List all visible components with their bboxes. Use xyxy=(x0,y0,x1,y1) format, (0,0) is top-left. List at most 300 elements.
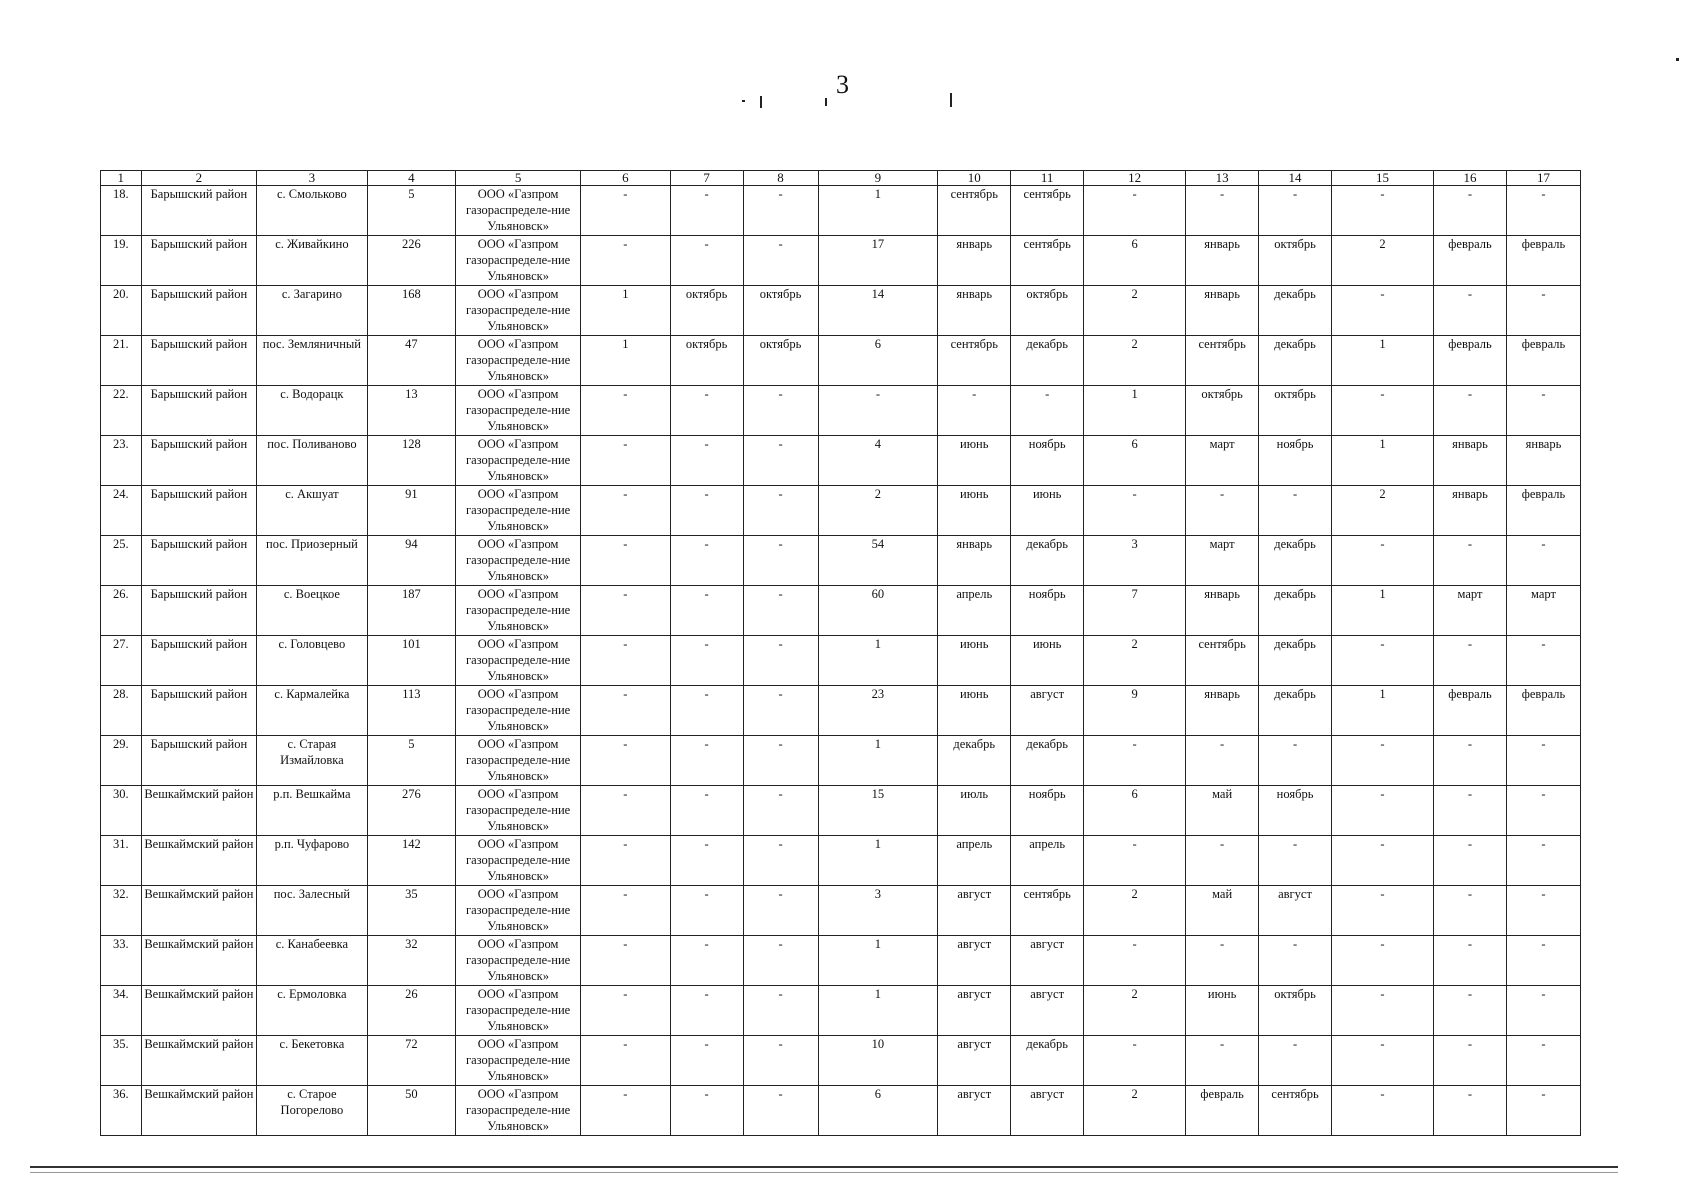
value-cell-col-17: январь xyxy=(1506,436,1580,486)
column-header: 15 xyxy=(1331,171,1433,186)
value-cell-col-10: июнь xyxy=(938,486,1011,536)
value-cell-col-14: октябрь xyxy=(1259,386,1332,436)
value-cell-col-11: декабрь xyxy=(1011,336,1084,386)
value-cell-col-14: декабрь xyxy=(1259,336,1332,386)
value-cell-col-13: январь xyxy=(1186,686,1259,736)
district-cell: Вешкаймский район xyxy=(141,786,257,836)
value-cell-col-8: - xyxy=(743,636,818,686)
value-cell-col-7: - xyxy=(670,636,743,686)
value-cell-col-8: октябрь xyxy=(743,336,818,386)
table-row xyxy=(101,736,1581,786)
value-cell-col-8: - xyxy=(743,236,818,286)
value-cell-col-16: - xyxy=(1434,886,1507,936)
organization-cell: ООО «Газпром газораспределе-ние Ульяновск» xyxy=(456,1036,581,1086)
page-number: 3 xyxy=(836,70,849,99)
value-cell-col-8: - xyxy=(743,586,818,636)
value-cell-col-16: февраль xyxy=(1434,236,1507,286)
value-cell-col-13: май xyxy=(1186,786,1259,836)
district-cell: Вешкаймский район xyxy=(141,986,257,1036)
value-cell-col-12: 6 xyxy=(1084,436,1186,486)
settlement-cell: с. Живайкино xyxy=(257,236,367,286)
value-cell-col-14: ноябрь xyxy=(1259,436,1332,486)
value-cell-col-9: - xyxy=(818,386,938,436)
table-row xyxy=(101,836,1581,886)
column-header: 7 xyxy=(670,171,743,186)
value-cell-col-12: - xyxy=(1084,186,1186,236)
value-cell-col-13: март xyxy=(1186,536,1259,586)
value-cell-col-10: январь xyxy=(938,536,1011,586)
value-cell-col-6: - xyxy=(581,1086,671,1136)
value-cell-col-6: - xyxy=(581,786,671,836)
value-cell-col-17: - xyxy=(1506,736,1580,786)
table-row xyxy=(101,886,1581,936)
value-cell-col-11: сентябрь xyxy=(1011,186,1084,236)
value-cell-col-8: - xyxy=(743,736,818,786)
value-cell-col-15: 1 xyxy=(1331,686,1433,736)
count-cell: 26 xyxy=(367,986,456,1036)
column-header: 9 xyxy=(818,171,938,186)
settlement-cell: р.п. Вешкайма xyxy=(257,786,367,836)
value-cell-col-8: - xyxy=(743,1036,818,1086)
value-cell-col-11: декабрь xyxy=(1011,536,1084,586)
data-table xyxy=(100,170,1581,1136)
value-cell-col-11: август xyxy=(1011,936,1084,986)
value-cell-col-6: - xyxy=(581,386,671,436)
table-row xyxy=(101,686,1581,736)
row-number: 18. xyxy=(101,186,142,236)
value-cell-col-16: - xyxy=(1434,786,1507,836)
organization-cell: ООО «Газпром газораспределе-ние Ульяновск» xyxy=(456,686,581,736)
value-cell-col-7: - xyxy=(670,986,743,1036)
value-cell-col-14: декабрь xyxy=(1259,536,1332,586)
count-cell: 187 xyxy=(367,586,456,636)
organization-cell: ООО «Газпром газораспределе-ние Ульяновск» xyxy=(456,386,581,436)
count-cell: 276 xyxy=(367,786,456,836)
value-cell-col-14: - xyxy=(1259,486,1332,536)
value-cell-col-9: 1 xyxy=(818,186,938,236)
value-cell-col-12: 2 xyxy=(1084,886,1186,936)
value-cell-col-14: декабрь xyxy=(1259,636,1332,686)
value-cell-col-10: август xyxy=(938,936,1011,986)
scan-speck xyxy=(760,96,762,108)
value-cell-col-7: октябрь xyxy=(670,336,743,386)
value-cell-col-17: - xyxy=(1506,286,1580,336)
column-header: 1 xyxy=(101,171,142,186)
value-cell-col-8: - xyxy=(743,386,818,436)
row-number: 31. xyxy=(101,836,142,886)
district-cell: Барышский район xyxy=(141,186,257,236)
value-cell-col-10: январь xyxy=(938,236,1011,286)
value-cell-col-10: июнь xyxy=(938,636,1011,686)
settlement-cell: с. Смольково xyxy=(257,186,367,236)
value-cell-col-12: 7 xyxy=(1084,586,1186,636)
header-row xyxy=(101,171,1581,186)
count-cell: 101 xyxy=(367,636,456,686)
table-row xyxy=(101,286,1581,336)
value-cell-col-14: декабрь xyxy=(1259,286,1332,336)
value-cell-col-12: - xyxy=(1084,1036,1186,1086)
value-cell-col-15: - xyxy=(1331,286,1433,336)
bottom-rule xyxy=(30,1172,1618,1173)
value-cell-col-6: - xyxy=(581,536,671,586)
row-number: 25. xyxy=(101,536,142,586)
value-cell-col-10: сентябрь xyxy=(938,336,1011,386)
value-cell-col-7: - xyxy=(670,386,743,436)
count-cell: 50 xyxy=(367,1086,456,1136)
district-cell: Барышский район xyxy=(141,336,257,386)
value-cell-col-13: февраль xyxy=(1186,1086,1259,1136)
value-cell-col-6: - xyxy=(581,636,671,686)
table-row xyxy=(101,186,1581,236)
value-cell-col-7: - xyxy=(670,486,743,536)
value-cell-col-10: апрель xyxy=(938,586,1011,636)
column-header: 10 xyxy=(938,171,1011,186)
row-number: 35. xyxy=(101,1036,142,1086)
value-cell-col-6: - xyxy=(581,1036,671,1086)
value-cell-col-10: август xyxy=(938,1086,1011,1136)
count-cell: 32 xyxy=(367,936,456,986)
table-row xyxy=(101,336,1581,386)
row-number: 27. xyxy=(101,636,142,686)
value-cell-col-7: - xyxy=(670,1086,743,1136)
value-cell-col-11: август xyxy=(1011,686,1084,736)
value-cell-col-17: - xyxy=(1506,1036,1580,1086)
value-cell-col-17: февраль xyxy=(1506,686,1580,736)
value-cell-col-7: - xyxy=(670,936,743,986)
value-cell-col-8: - xyxy=(743,686,818,736)
scan-speck xyxy=(742,100,745,102)
value-cell-col-17: февраль xyxy=(1506,486,1580,536)
table-body xyxy=(101,186,1581,1136)
value-cell-col-13: сентябрь xyxy=(1186,636,1259,686)
value-cell-col-10: август xyxy=(938,986,1011,1036)
value-cell-col-8: - xyxy=(743,536,818,586)
value-cell-col-12: 3 xyxy=(1084,536,1186,586)
value-cell-col-12: 6 xyxy=(1084,786,1186,836)
row-number: 33. xyxy=(101,936,142,986)
value-cell-col-16: - xyxy=(1434,636,1507,686)
value-cell-col-8: - xyxy=(743,986,818,1036)
value-cell-col-16: - xyxy=(1434,936,1507,986)
value-cell-col-11: сентябрь xyxy=(1011,236,1084,286)
value-cell-col-13: июнь xyxy=(1186,986,1259,1036)
value-cell-col-8: - xyxy=(743,936,818,986)
organization-cell: ООО «Газпром газораспределе-ние Ульяновск» xyxy=(456,436,581,486)
settlement-cell: с. Водорацк xyxy=(257,386,367,436)
value-cell-col-13: март xyxy=(1186,436,1259,486)
count-cell: 142 xyxy=(367,836,456,886)
value-cell-col-15: 1 xyxy=(1331,586,1433,636)
value-cell-col-14: август xyxy=(1259,886,1332,936)
value-cell-col-6: - xyxy=(581,736,671,786)
value-cell-col-10: декабрь xyxy=(938,736,1011,786)
row-number: 21. xyxy=(101,336,142,386)
value-cell-col-17: - xyxy=(1506,936,1580,986)
value-cell-col-12: - xyxy=(1084,936,1186,986)
value-cell-col-15: 1 xyxy=(1331,336,1433,386)
value-cell-col-14: октябрь xyxy=(1259,986,1332,1036)
district-cell: Вешкаймский район xyxy=(141,836,257,886)
value-cell-col-13: май xyxy=(1186,886,1259,936)
value-cell-col-12: 6 xyxy=(1084,236,1186,286)
value-cell-col-11: июнь xyxy=(1011,486,1084,536)
table-row xyxy=(101,586,1581,636)
row-number: 19. xyxy=(101,236,142,286)
column-header: 2 xyxy=(141,171,257,186)
row-number: 26. xyxy=(101,586,142,636)
district-cell: Барышский район xyxy=(141,236,257,286)
value-cell-col-9: 4 xyxy=(818,436,938,486)
settlement-cell: р.п. Чуфарово xyxy=(257,836,367,886)
value-cell-col-12: - xyxy=(1084,486,1186,536)
value-cell-col-14: октябрь xyxy=(1259,236,1332,286)
value-cell-col-16: - xyxy=(1434,386,1507,436)
value-cell-col-16: февраль xyxy=(1434,336,1507,386)
value-cell-col-12: 2 xyxy=(1084,336,1186,386)
value-cell-col-14: - xyxy=(1259,836,1332,886)
organization-cell: ООО «Газпром газораспределе-ние Ульяновск» xyxy=(456,186,581,236)
table-row xyxy=(101,536,1581,586)
scan-speck xyxy=(1676,58,1679,61)
value-cell-col-17: март xyxy=(1506,586,1580,636)
value-cell-col-6: 1 xyxy=(581,286,671,336)
value-cell-col-6: - xyxy=(581,886,671,936)
column-header: 12 xyxy=(1084,171,1186,186)
district-cell: Вешкаймский район xyxy=(141,1036,257,1086)
value-cell-col-10: январь xyxy=(938,286,1011,336)
value-cell-col-13: - xyxy=(1186,936,1259,986)
value-cell-col-13: - xyxy=(1186,186,1259,236)
table-row xyxy=(101,1036,1581,1086)
value-cell-col-11: октябрь xyxy=(1011,286,1084,336)
settlement-cell: пос. Земляничный xyxy=(257,336,367,386)
settlement-cell: с. Акшуат xyxy=(257,486,367,536)
value-cell-col-9: 1 xyxy=(818,736,938,786)
value-cell-col-6: - xyxy=(581,986,671,1036)
count-cell: 13 xyxy=(367,386,456,436)
value-cell-col-15: - xyxy=(1331,936,1433,986)
value-cell-col-9: 15 xyxy=(818,786,938,836)
value-cell-col-16: февраль xyxy=(1434,686,1507,736)
value-cell-col-17: - xyxy=(1506,536,1580,586)
value-cell-col-9: 23 xyxy=(818,686,938,736)
value-cell-col-9: 1 xyxy=(818,936,938,986)
value-cell-col-7: - xyxy=(670,186,743,236)
table-row xyxy=(101,986,1581,1036)
value-cell-col-6: 1 xyxy=(581,336,671,386)
organization-cell: ООО «Газпром газораспределе-ние Ульяновск» xyxy=(456,236,581,286)
district-cell: Барышский район xyxy=(141,286,257,336)
value-cell-col-7: - xyxy=(670,686,743,736)
value-cell-col-15: 2 xyxy=(1331,236,1433,286)
settlement-cell: пос. Поливаново xyxy=(257,436,367,486)
value-cell-col-13: январь xyxy=(1186,586,1259,636)
organization-cell: ООО «Газпром газораспределе-ние Ульяновск» xyxy=(456,786,581,836)
district-cell: Барышский район xyxy=(141,686,257,736)
value-cell-col-17: февраль xyxy=(1506,236,1580,286)
value-cell-col-14: - xyxy=(1259,736,1332,786)
value-cell-col-12: 2 xyxy=(1084,1086,1186,1136)
row-number: 34. xyxy=(101,986,142,1036)
value-cell-col-7: - xyxy=(670,836,743,886)
table-row xyxy=(101,1086,1581,1136)
value-cell-col-8: - xyxy=(743,836,818,886)
value-cell-col-16: - xyxy=(1434,536,1507,586)
value-cell-col-17: - xyxy=(1506,886,1580,936)
value-cell-col-11: август xyxy=(1011,1086,1084,1136)
district-cell: Барышский район xyxy=(141,436,257,486)
value-cell-col-13: - xyxy=(1186,486,1259,536)
value-cell-col-15: - xyxy=(1331,886,1433,936)
value-cell-col-15: - xyxy=(1331,736,1433,786)
organization-cell: ООО «Газпром газораспределе-ние Ульяновск» xyxy=(456,636,581,686)
row-number: 30. xyxy=(101,786,142,836)
value-cell-col-13: - xyxy=(1186,736,1259,786)
value-cell-col-7: - xyxy=(670,436,743,486)
value-cell-col-15: - xyxy=(1331,1086,1433,1136)
count-cell: 168 xyxy=(367,286,456,336)
value-cell-col-15: - xyxy=(1331,536,1433,586)
settlement-cell: с. Загарино xyxy=(257,286,367,336)
value-cell-col-16: - xyxy=(1434,836,1507,886)
value-cell-col-8: - xyxy=(743,486,818,536)
count-cell: 226 xyxy=(367,236,456,286)
column-header: 3 xyxy=(257,171,367,186)
value-cell-col-8: - xyxy=(743,186,818,236)
value-cell-col-8: - xyxy=(743,886,818,936)
settlement-cell: с. Головцево xyxy=(257,636,367,686)
bottom-rule xyxy=(30,1166,1618,1168)
value-cell-col-6: - xyxy=(581,836,671,886)
value-cell-col-14: декабрь xyxy=(1259,586,1332,636)
value-cell-col-13: январь xyxy=(1186,286,1259,336)
value-cell-col-9: 14 xyxy=(818,286,938,336)
value-cell-col-7: - xyxy=(670,736,743,786)
value-cell-col-15: - xyxy=(1331,386,1433,436)
value-cell-col-16: - xyxy=(1434,1086,1507,1136)
organization-cell: ООО «Газпром газораспределе-ние Ульяновск» xyxy=(456,936,581,986)
value-cell-col-14: - xyxy=(1259,186,1332,236)
settlement-cell: с. Воецкое xyxy=(257,586,367,636)
count-cell: 72 xyxy=(367,1036,456,1086)
settlement-cell: с. Ермоловка xyxy=(257,986,367,1036)
count-cell: 91 xyxy=(367,486,456,536)
organization-cell: ООО «Газпром газораспределе-ние Ульяновск» xyxy=(456,1086,581,1136)
value-cell-col-10: август xyxy=(938,886,1011,936)
column-header: 14 xyxy=(1259,171,1332,186)
value-cell-col-11: ноябрь xyxy=(1011,436,1084,486)
value-cell-col-11: декабрь xyxy=(1011,736,1084,786)
value-cell-col-14: декабрь xyxy=(1259,686,1332,736)
organization-cell: ООО «Газпром газораспределе-ние Ульяновск» xyxy=(456,886,581,936)
district-cell: Барышский район xyxy=(141,536,257,586)
value-cell-col-12: - xyxy=(1084,836,1186,886)
column-header: 8 xyxy=(743,171,818,186)
organization-cell: ООО «Газпром газораспределе-ние Ульяновск» xyxy=(456,736,581,786)
table-row xyxy=(101,236,1581,286)
value-cell-col-6: - xyxy=(581,186,671,236)
value-cell-col-9: 1 xyxy=(818,636,938,686)
table-row xyxy=(101,936,1581,986)
row-number: 29. xyxy=(101,736,142,786)
table-row xyxy=(101,436,1581,486)
table-row xyxy=(101,636,1581,686)
value-cell-col-9: 60 xyxy=(818,586,938,636)
column-header: 11 xyxy=(1011,171,1084,186)
value-cell-col-11: июнь xyxy=(1011,636,1084,686)
value-cell-col-11: - xyxy=(1011,386,1084,436)
settlement-cell: с. Старое Погорелово xyxy=(257,1086,367,1136)
district-cell: Вешкаймский район xyxy=(141,1086,257,1136)
value-cell-col-16: - xyxy=(1434,986,1507,1036)
settlement-cell: с. Старая Измайловка xyxy=(257,736,367,786)
value-cell-col-8: - xyxy=(743,786,818,836)
scan-speck xyxy=(950,93,952,107)
value-cell-col-13: - xyxy=(1186,836,1259,886)
value-cell-col-7: октябрь xyxy=(670,286,743,336)
value-cell-col-17: - xyxy=(1506,386,1580,436)
value-cell-col-7: - xyxy=(670,536,743,586)
count-cell: 94 xyxy=(367,536,456,586)
value-cell-col-15: - xyxy=(1331,836,1433,886)
value-cell-col-12: 9 xyxy=(1084,686,1186,736)
value-cell-col-9: 17 xyxy=(818,236,938,286)
district-cell: Вешкаймский район xyxy=(141,886,257,936)
value-cell-col-7: - xyxy=(670,786,743,836)
value-cell-col-8: октябрь xyxy=(743,286,818,336)
scan-speck xyxy=(825,98,827,106)
value-cell-col-16: - xyxy=(1434,286,1507,336)
value-cell-col-16: январь xyxy=(1434,486,1507,536)
value-cell-col-9: 1 xyxy=(818,986,938,1036)
value-cell-col-11: ноябрь xyxy=(1011,586,1084,636)
value-cell-col-6: - xyxy=(581,686,671,736)
count-cell: 47 xyxy=(367,336,456,386)
value-cell-col-9: 6 xyxy=(818,1086,938,1136)
value-cell-col-9: 54 xyxy=(818,536,938,586)
count-cell: 128 xyxy=(367,436,456,486)
value-cell-col-8: - xyxy=(743,1086,818,1136)
row-number: 28. xyxy=(101,686,142,736)
value-cell-col-15: - xyxy=(1331,1036,1433,1086)
value-cell-col-11: апрель xyxy=(1011,836,1084,886)
district-cell: Барышский район xyxy=(141,486,257,536)
organization-cell: ООО «Газпром газораспределе-ние Ульяновск» xyxy=(456,586,581,636)
district-cell: Барышский район xyxy=(141,386,257,436)
value-cell-col-10: июнь xyxy=(938,436,1011,486)
value-cell-col-12: - xyxy=(1084,736,1186,786)
value-cell-col-17: - xyxy=(1506,636,1580,686)
organization-cell: ООО «Газпром газораспределе-ние Ульяновск» xyxy=(456,336,581,386)
value-cell-col-10: апрель xyxy=(938,836,1011,886)
count-cell: 5 xyxy=(367,736,456,786)
column-header: 6 xyxy=(581,171,671,186)
value-cell-col-10: - xyxy=(938,386,1011,436)
value-cell-col-11: декабрь xyxy=(1011,1036,1084,1086)
row-number: 23. xyxy=(101,436,142,486)
organization-cell: ООО «Газпром газораспределе-ние Ульяновск» xyxy=(456,986,581,1036)
value-cell-col-17: - xyxy=(1506,786,1580,836)
district-cell: Барышский район xyxy=(141,736,257,786)
value-cell-col-11: сентябрь xyxy=(1011,886,1084,936)
value-cell-col-9: 3 xyxy=(818,886,938,936)
settlement-cell: с. Бекетовка xyxy=(257,1036,367,1086)
value-cell-col-6: - xyxy=(581,586,671,636)
value-cell-col-13: октябрь xyxy=(1186,386,1259,436)
settlement-cell: с. Кармалейка xyxy=(257,686,367,736)
value-cell-col-6: - xyxy=(581,936,671,986)
organization-cell: ООО «Газпром газораспределе-ние Ульяновск» xyxy=(456,536,581,586)
